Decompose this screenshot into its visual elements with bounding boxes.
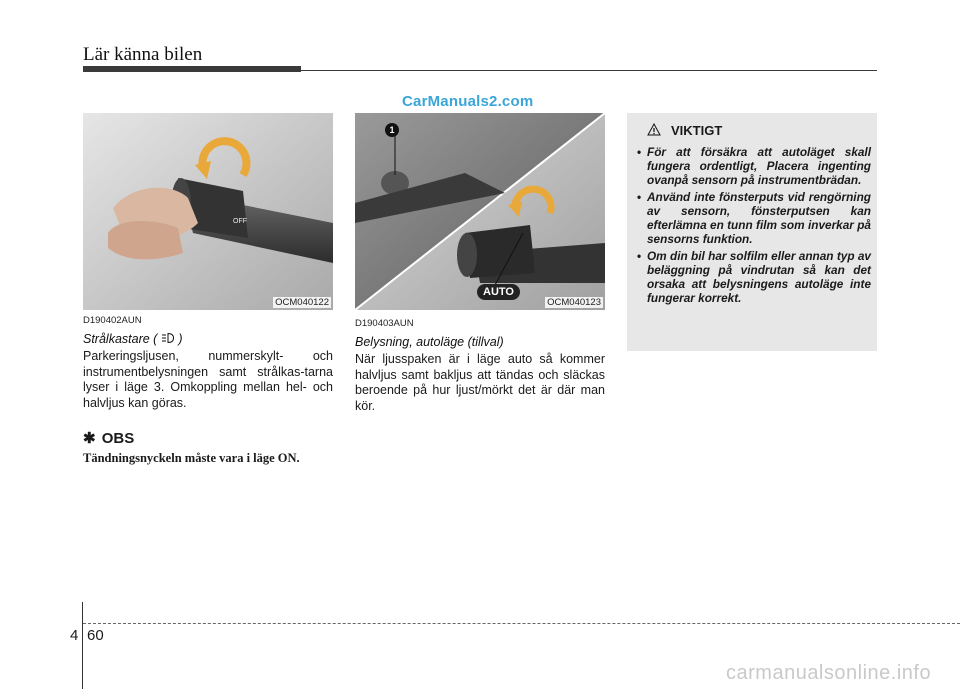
reference-code: D190402AUN bbox=[83, 315, 142, 326]
warning-box bbox=[627, 113, 877, 351]
subheading-close: ) bbox=[178, 332, 183, 346]
auto-light-section bbox=[355, 318, 605, 414]
watermark-top[interactable]: CarManuals2.com bbox=[402, 93, 534, 110]
note-heading-text: OBS bbox=[101, 430, 135, 447]
chapter-number: 4 bbox=[70, 627, 79, 644]
list-item: • För att försäkra att autoläget skall fungera ordentligt, Placera ingenting ovanpå sensorn på instrumentbrädan. bbox=[637, 145, 871, 187]
footer-rule bbox=[83, 623, 960, 624]
reference-code: D190403AUN bbox=[355, 318, 414, 329]
stalk-illustration-icon bbox=[83, 113, 333, 310]
warning-heading bbox=[647, 123, 722, 139]
header-title: Lär känna bilen bbox=[83, 44, 203, 65]
warning-heading-text: VIKTIGT bbox=[671, 123, 723, 138]
page-number: 60 bbox=[87, 627, 104, 644]
image-code: OCM040123 bbox=[547, 297, 601, 308]
headlight-section bbox=[83, 315, 333, 466]
footer-divider bbox=[82, 602, 83, 689]
section-body: När ljusspaken är i läge auto så kommer halvljus samt bakljus att tändas och släckas beroende på hur ljust/mörkt det är där man kör. bbox=[355, 352, 605, 413]
note-star-icon: ✱ bbox=[83, 430, 96, 447]
svg-text:OFF: OFF bbox=[233, 218, 247, 225]
auto-light-photo bbox=[355, 113, 605, 310]
section-body: Parkeringsljusen, nummerskylt- och instrumentbelysningen samt strålkas-tarna lyser i läge 3. Omkoppling mellan hel- och halvljus kan göras. bbox=[83, 349, 333, 410]
headlight-switch-photo bbox=[83, 113, 333, 310]
auto-label: AUTO bbox=[477, 284, 520, 300]
list-item: • Om din bil har solfilm eller annan typ av beläggning på vindrutan så kan det orsaka att belysningens autoläge inte fungerar korrekt. bbox=[637, 249, 871, 305]
section-subheading: Belysning, autoläge (tillval) bbox=[355, 335, 504, 349]
header-rule bbox=[301, 70, 877, 71]
header-bar bbox=[83, 66, 301, 72]
warning-triangle-icon bbox=[647, 123, 661, 139]
note-body: Tändningsnyckeln måste vara i läge ON. bbox=[83, 451, 300, 465]
note-heading bbox=[83, 429, 333, 447]
watermark-bottom[interactable]: carmanualsonline.info bbox=[726, 662, 932, 684]
dashboard-sensor-illustration-icon bbox=[355, 113, 605, 310]
subheading-text: Strålkastare ( bbox=[83, 332, 158, 346]
section-subheading bbox=[83, 332, 333, 346]
callout-marker: 1 bbox=[385, 123, 399, 137]
list-item: • Använd inte fönsterputs vid rengörning av sensorn, fönsterputsen kan efterlämna en tunn film som inverkar på sensorns funktion. bbox=[637, 190, 871, 246]
headlight-icon bbox=[161, 332, 175, 344]
warning-list bbox=[633, 145, 871, 308]
image-code: OCM040122 bbox=[275, 297, 329, 308]
